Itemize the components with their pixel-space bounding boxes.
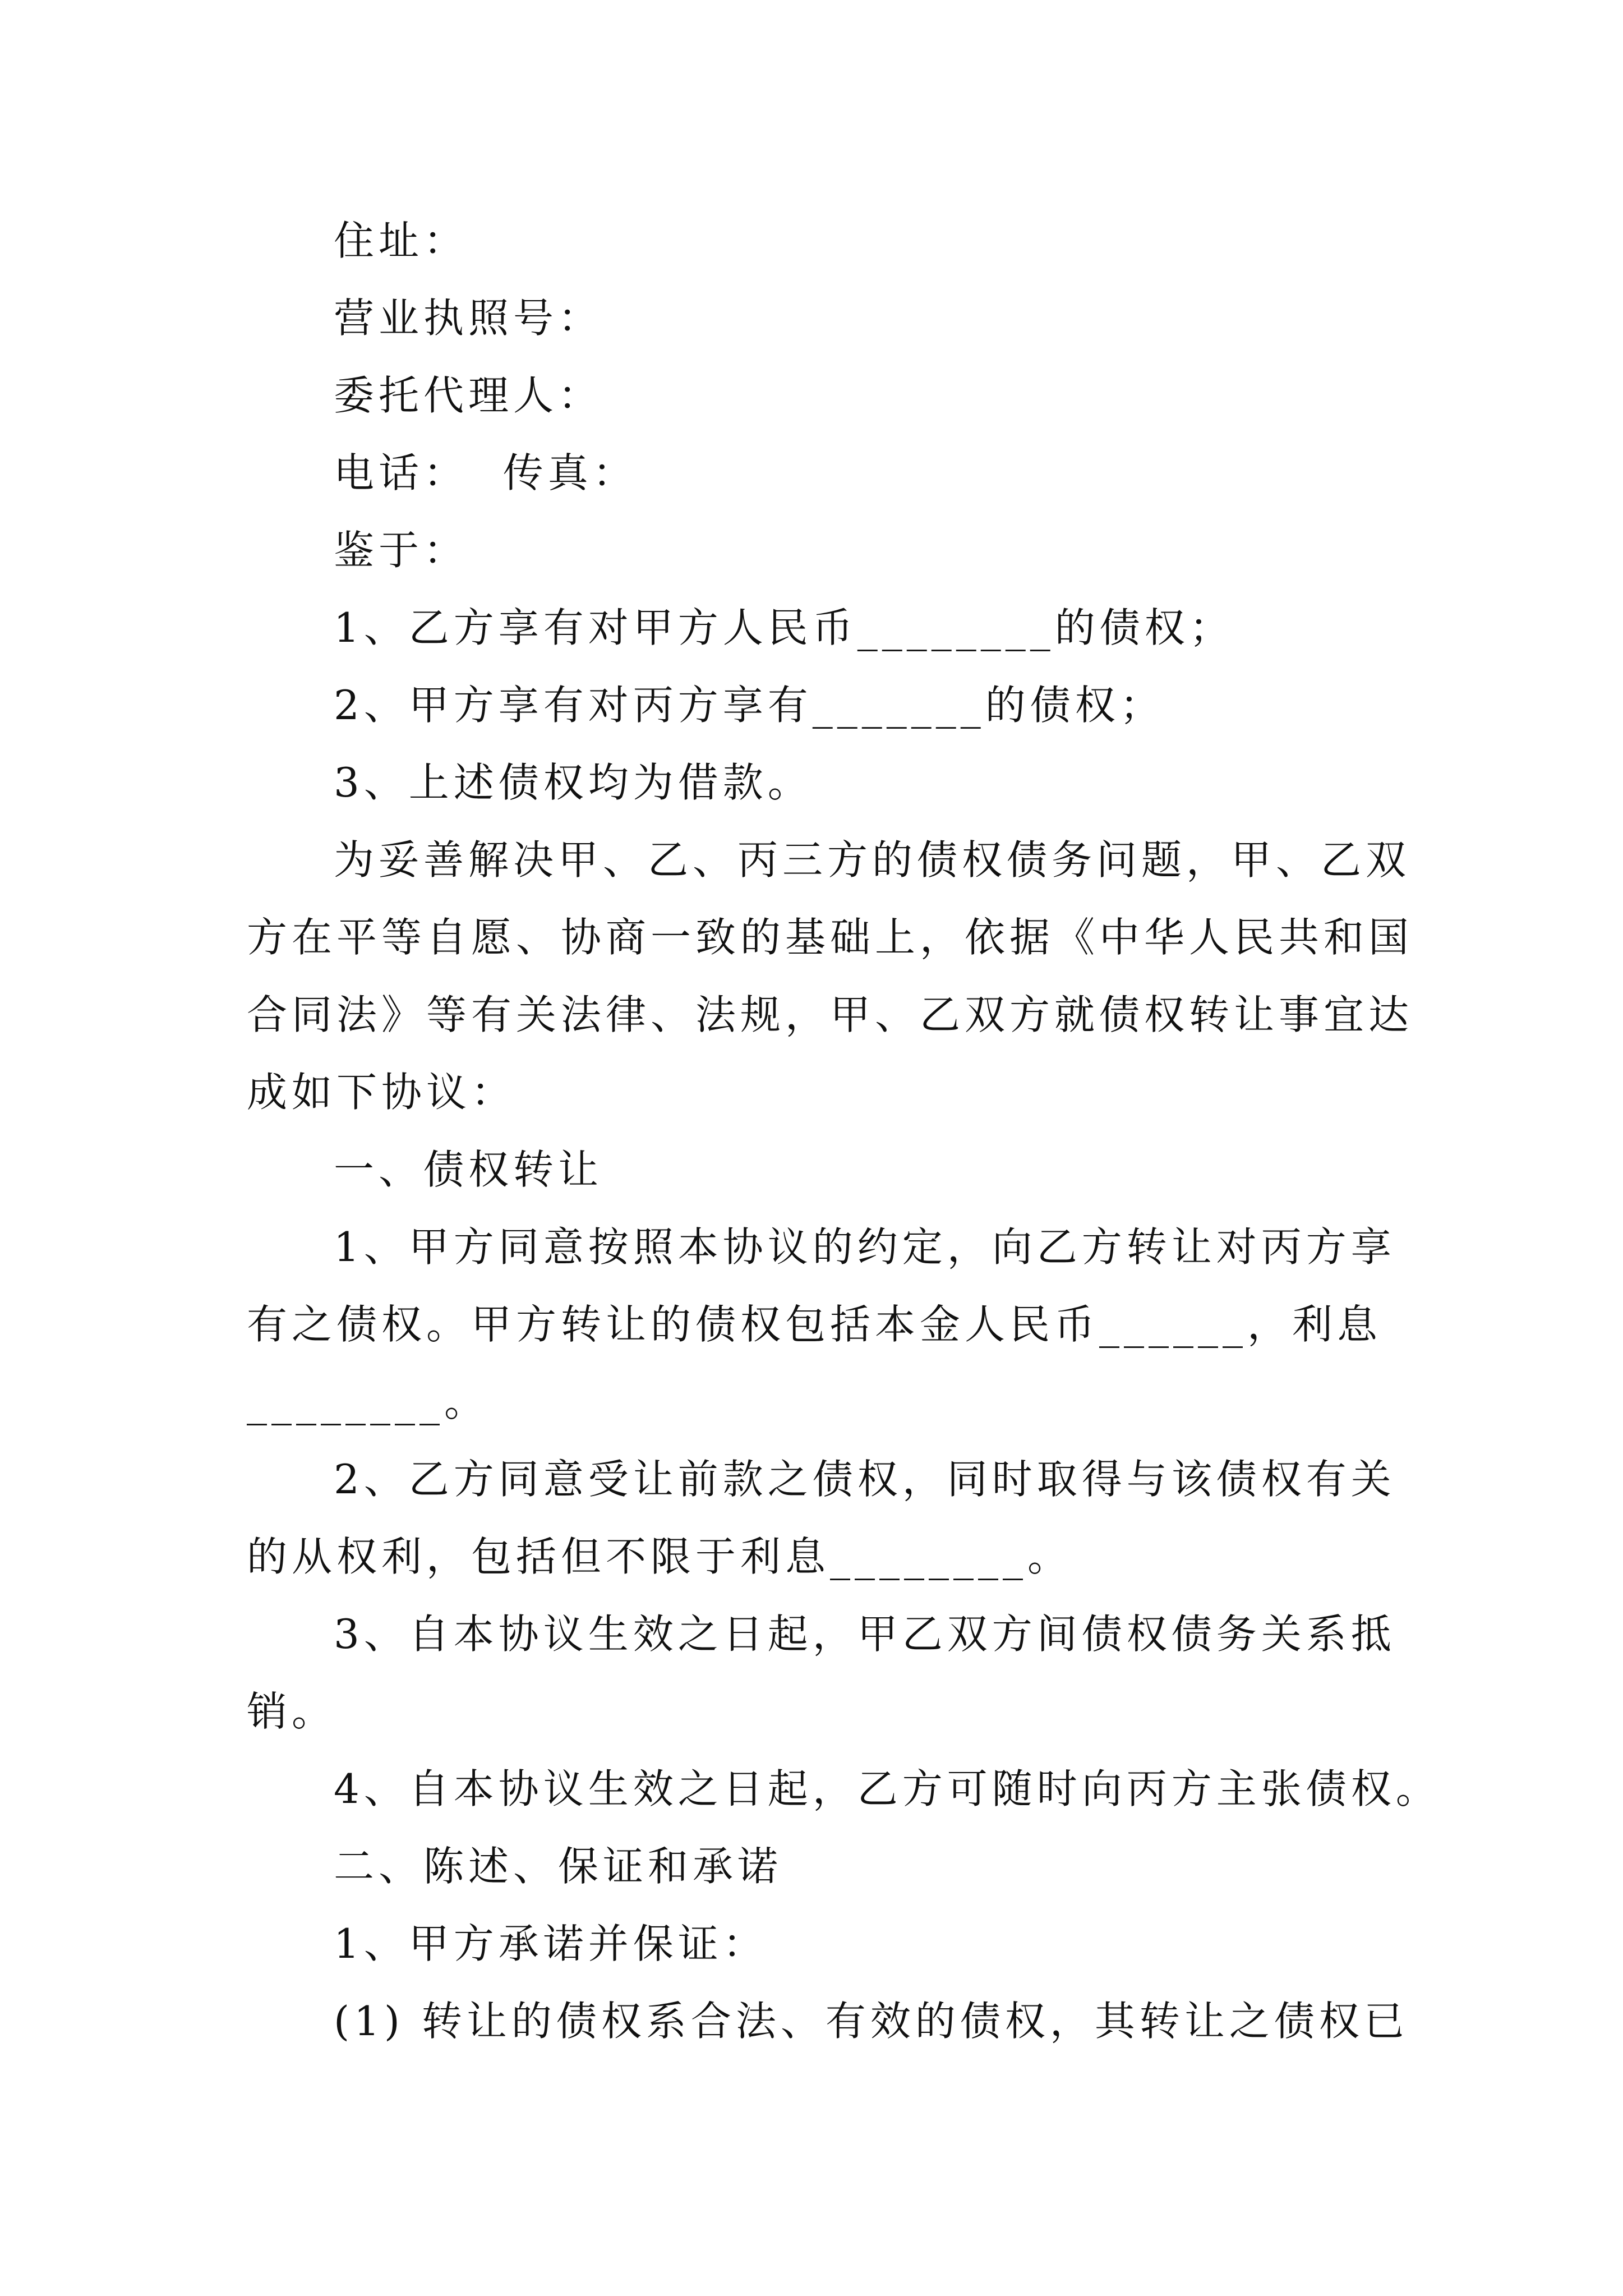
preamble-line-1: 为妥善解决甲、乙、丙三方的债权债务问题，甲、乙双 [334, 836, 1411, 884]
whereas-item-3: 3、上述债权均为借款。 [334, 759, 813, 806]
whereas-item-2: 2、甲方享有对丙方享有_______的债权； [334, 682, 1165, 729]
preamble-line-4: 成如下协议： [247, 1069, 517, 1116]
clause-1-1-line-1: 1、甲方同意按照本协议的约定，向乙方转让对丙方享 [334, 1223, 1396, 1271]
agent-line: 委托代理人： [334, 372, 603, 419]
section-1-heading: 一、债权转让 [334, 1146, 603, 1193]
address-line: 住址： [334, 217, 469, 264]
whereas-item-1: 1、乙方享有对甲方人民币________的债权； [334, 604, 1234, 651]
clause-2-1-line: 1、甲方承诺并保证： [334, 1920, 768, 1967]
whereas-heading: 鉴于： [334, 527, 469, 574]
clause-1-4-line: 4、自本协议生效之日起，乙方可随时向丙方主张债权。 [334, 1765, 1441, 1812]
clause-1-2-line-1: 2、乙方同意受让前款之债权，同时取得与该债权有关 [334, 1456, 1396, 1503]
business-license-line: 营业执照号： [334, 295, 603, 342]
clause-1-2-line-2: 的从权利，包括但不限于利息________。 [247, 1533, 1073, 1580]
clause-1-1-line-3: ________。 [247, 1378, 490, 1425]
clause-2-1-item-1: (1) 转让的债权系合法、有效的债权，其转让之债权已 [334, 1998, 1409, 2045]
clause-1-3-line-2: 销。 [247, 1688, 337, 1735]
preamble-line-2: 方在平等自愿、协商一致的基础上，依据《中华人民共和国 [247, 914, 1414, 961]
clause-1-1-line-2: 有之债权。甲方转让的债权包括本金人民币______，利息 [247, 1301, 1382, 1348]
preamble-line-3: 合同法》等有关法律、法规，甲、乙双方就债权转让事宜达 [247, 991, 1414, 1038]
section-2-heading: 二、陈述、保证和承诺 [334, 1843, 783, 1890]
clause-1-3-line-1: 3、自本协议生效之日起，甲乙双方间债权债务关系抵 [334, 1611, 1396, 1658]
phone-fax-line: 电话： 传真： [334, 449, 638, 496]
